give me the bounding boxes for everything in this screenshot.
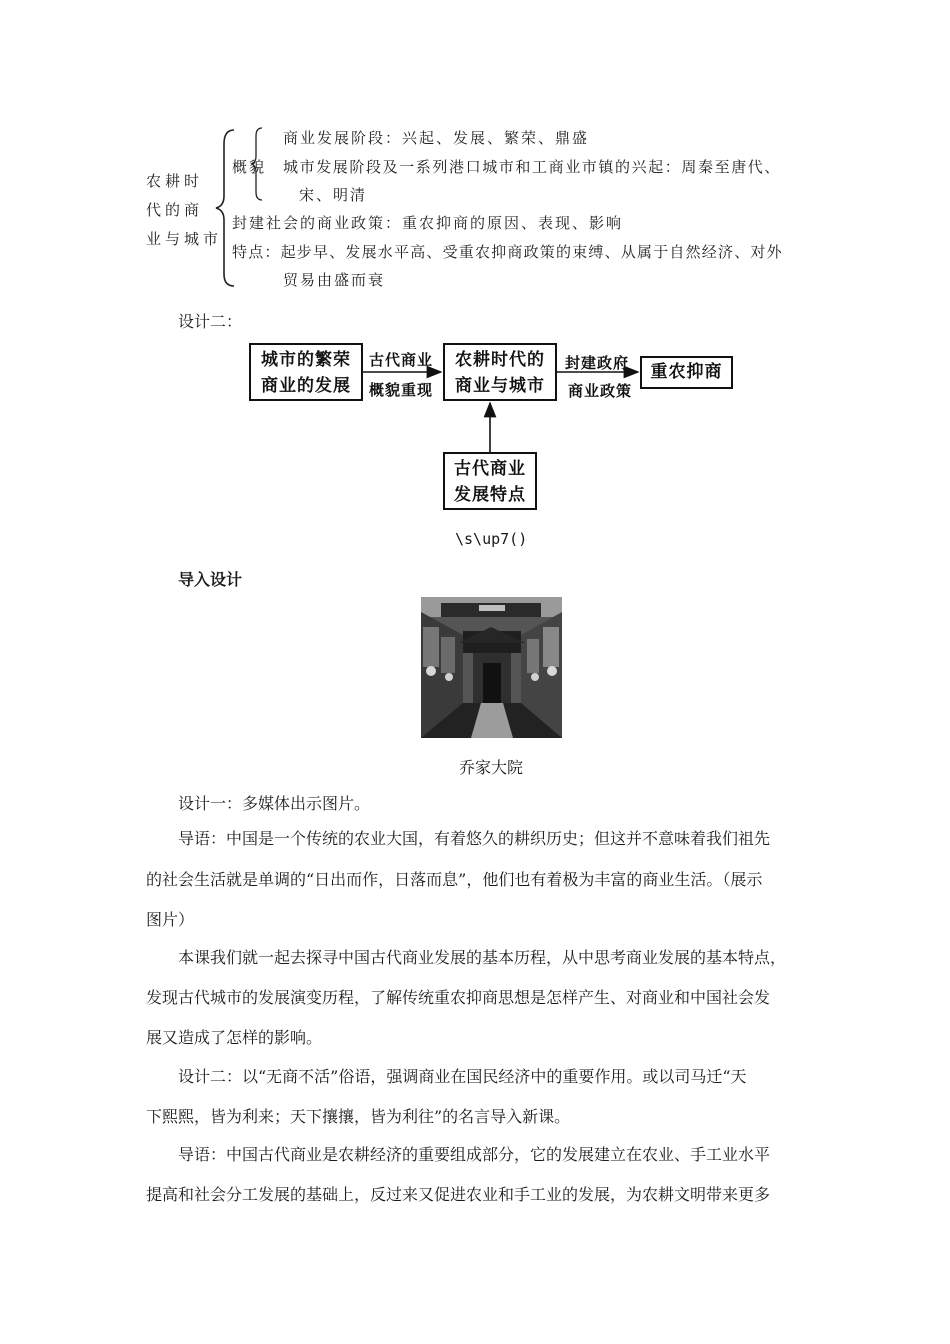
feature-line-1: 特点：起步早、发展水平高、受重农抑商政策的束缚、从属于自然经济、对外	[232, 243, 783, 261]
lesson-intro-line-3: 展又造成了怎样的影响。	[146, 1028, 323, 1047]
flow-box-agriculture-first: 重农抑商	[640, 356, 733, 389]
flow-box-city-commerce-line-1: 城市的繁荣	[261, 350, 351, 370]
courtyard-photo	[421, 597, 562, 738]
design2-intro-line-2: 下熙熙，皆为利来；天下攘攘，皆为利往”的名言导入新课。	[146, 1107, 571, 1126]
intro-heading: 导入设计	[178, 570, 243, 589]
outline-root-line-2: 代的商	[146, 201, 204, 219]
design2-label: 设计二：	[178, 312, 243, 331]
lesson-intro-line-2: 发现古代城市的发展演变历程，了解传统重农抑商思想是怎样产生、对商业和中国社会发	[146, 988, 771, 1007]
lead-in-1-line-3: 图片）	[146, 910, 195, 929]
lead-in-2-line-1: 导语：中国古代商业是农耕经济的重要组成部分，它的发展建立在农业、手工业水平	[178, 1145, 771, 1164]
gaimao-line-1: 商业发展阶段：兴起、发展、繁荣、鼎盛	[283, 129, 590, 147]
gaimao-label: 概貌	[232, 158, 267, 176]
flow-arrow1-label-top: 古代商业	[369, 351, 434, 369]
photo-caption: 乔家大院	[459, 758, 524, 777]
feature-line-2: 贸易由盛而衰	[283, 271, 386, 289]
gaimao-line-3: 宋、明清	[299, 186, 368, 204]
gaimao-line-2: 城市发展阶段及一系列港口城市和工商业市镇的兴起：周秦至唐代、	[283, 158, 782, 176]
flow-box-farming-era-line-1: 农耕时代的	[455, 350, 545, 370]
flow-arrow2-label-top: 封建政府	[565, 354, 630, 372]
flow-box-city-commerce-line-2: 商业的发展	[261, 376, 351, 396]
lead-in-1-line-1: 导语：中国是一个传统的农业大国，有着悠久的耕织历史；但这并不意味着我们祖先	[178, 829, 771, 848]
flow-box-farming-era-line-2: 商业与城市	[455, 376, 545, 396]
outline-root-line-3: 业与城市	[146, 230, 223, 248]
lead-in-1-line-2: 的社会生活就是单调的“日出而作，日落而息”，他们也有着极为丰富的商业生活。（展示	[146, 870, 763, 889]
flow-arrows	[0, 0, 950, 540]
flow-box-features-line-1: 古代商业	[454, 459, 526, 479]
design2-intro-line-1: 设计二：以“无商不活”俗语，强调商业在国民经济中的重要作用。或以司马迁“天	[178, 1067, 747, 1086]
outline-root-line-1: 农耕时	[146, 172, 204, 190]
flow-arrow2-label-bottom: 商业政策	[568, 382, 633, 400]
lead-in-2-line-2: 提高和社会分工发展的基础上，反过来又促进农业和手工业的发展，为农耕文明带来更多	[146, 1185, 771, 1204]
policy-line: 封建社会的商业政策：重农抑商的原因、表现、影响	[232, 214, 624, 232]
lesson-intro-line-1: 本课我们就一起去探寻中国古代商业发展的基本历程，从中思考商业发展的基本特点，	[178, 948, 787, 967]
field-code-text: \s\up7()	[455, 530, 528, 548]
flow-box-features-line-2: 发展特点	[454, 485, 526, 505]
flow-arrow1-label-bottom: 概貌重现	[369, 381, 434, 399]
design1-line: 设计一：多媒体出示图片。	[178, 794, 371, 813]
